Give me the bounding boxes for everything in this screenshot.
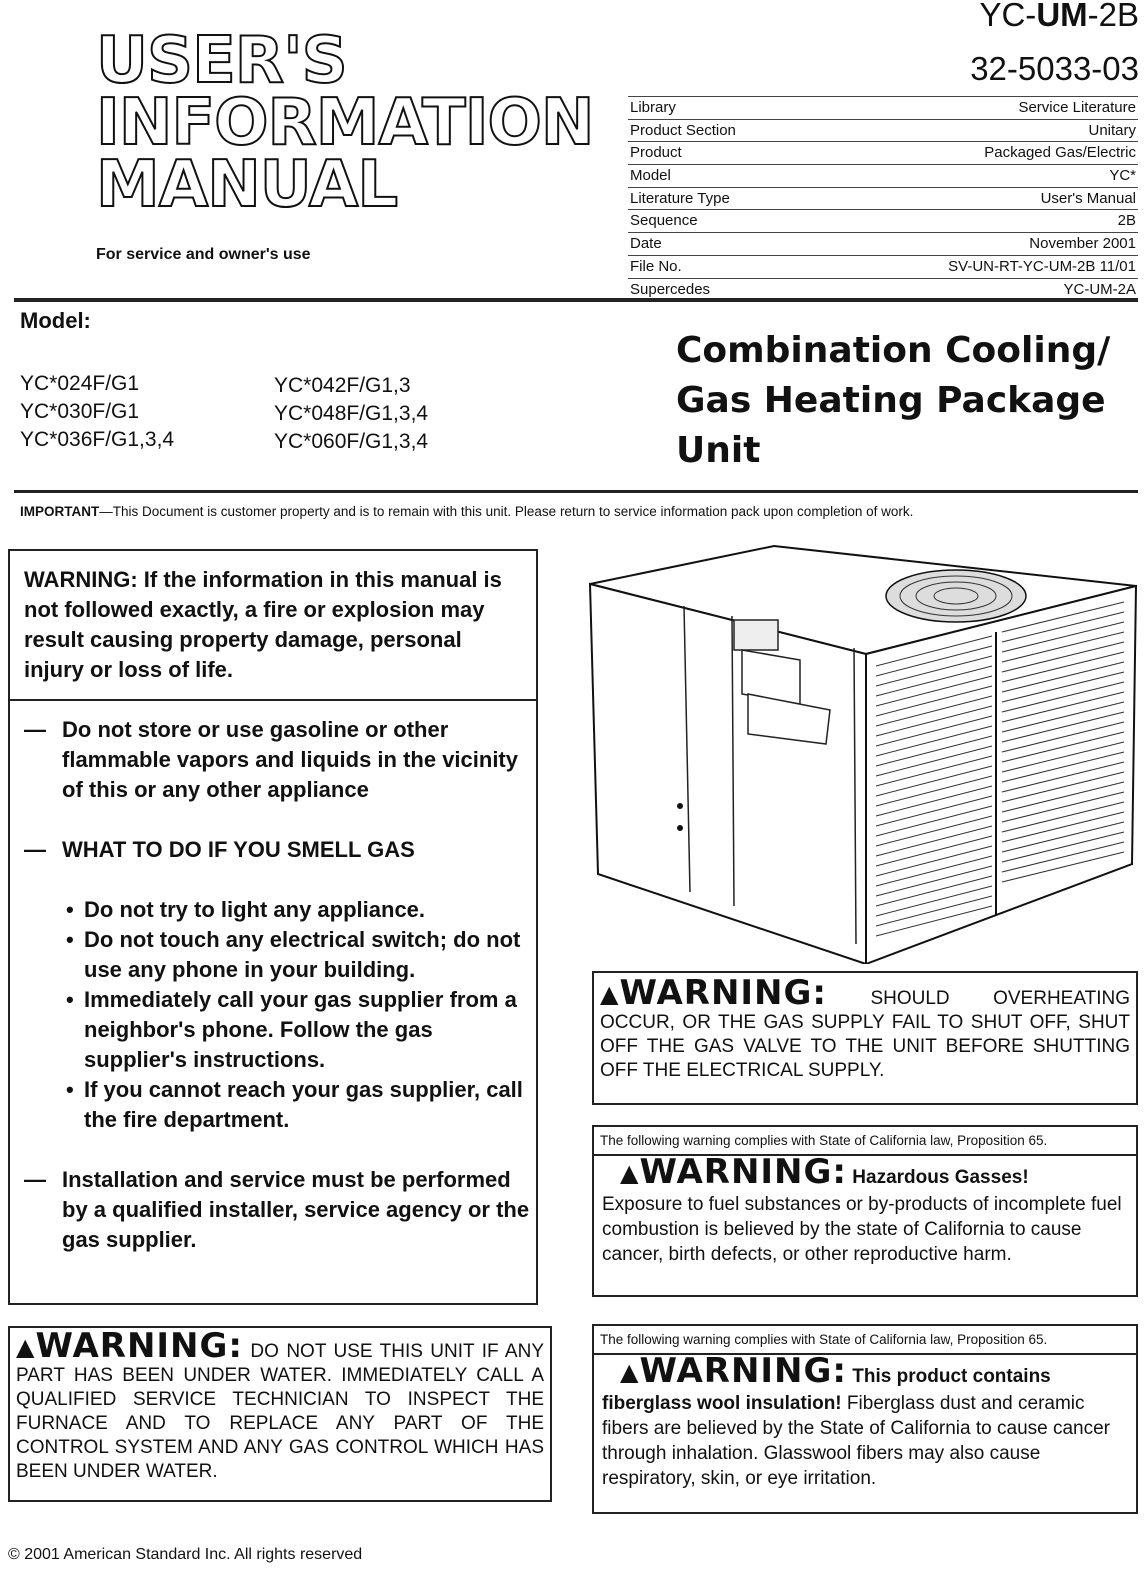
title-line: USER'S	[96, 24, 347, 98]
doc-number: 32-5033-03	[970, 50, 1139, 87]
overheating-warning-box: ▲WARNING: SHOULD OVERHEATING OCCUR, OR THE GAS SUPPLY FAIL TO SHUT OFF, SHUT OFF THE GAS VALVE TO THE UNIT BEFORE SHUTTING OFF THE ELECTRICAL SUPPLY.	[592, 971, 1138, 1105]
list-item: • Do not touch any electrical switch; do not use any phone in your building.	[66, 927, 521, 982]
product-title: Combination Cooling/ Gas Heating Package Unit	[676, 330, 1111, 471]
warning-triangle-icon: ▲	[620, 1159, 640, 1187]
meta-row: Product Section Unitary	[628, 119, 1138, 142]
meta-row: Date November 2001	[628, 232, 1138, 255]
gas-safety-instructions	[24, 715, 530, 1285]
list-item: • Immediately call your gas supplier from a neighbor's phone. Follow the gas supplier's instructions.	[66, 987, 517, 1072]
meta-row: Product Packaged Gas/Electric	[628, 141, 1138, 164]
model-label: Model:	[20, 308, 91, 333]
warning-triangle-icon: ▲	[620, 1358, 640, 1386]
important-note: IMPORTANT—This Document is customer property and is to remain with this unit. Please return to service information pack upon completion of work.	[20, 504, 914, 519]
divider	[14, 490, 1138, 493]
divider	[14, 298, 1138, 302]
title-line: INFORMATION	[96, 86, 594, 160]
meta-row: Literature Type User's Manual	[628, 187, 1138, 210]
model-list: YC*024F/G1 YC*030F/G1 YC*036F/G1,3,4	[20, 372, 175, 451]
literature-meta-table	[628, 96, 1138, 300]
water-damage-warning-box: ▲WARNING: DO NOT USE THIS UNIT IF ANY PART HAS BEEN UNDER WATER. IMMEDIATELY CALL A QUALIFIED SERVICE TECHNICIAN TO INSPECT THE FURNACE AND TO REPLACE ANY PART OF THE CONTROL SYSTEM AND ANY GAS CONTROL WHICH HAS BEEN UNDER WATER.	[8, 1326, 552, 1502]
list-item: • If you cannot reach your gas supplier, call the fire department.	[66, 1077, 523, 1132]
title-line: MANUAL	[96, 148, 398, 222]
package-unit-illustration	[584, 544, 1140, 964]
list-item: — Installation and service must be performed by a qualified installer, service agency or the gas supplier.	[24, 1167, 530, 1252]
list-item: — WHAT TO DO IF YOU SMELL GAS	[24, 837, 415, 862]
copyright: © 2001 American Standard Inc. All rights reserved	[8, 1546, 363, 1563]
warning-triangle-icon: ▲	[600, 980, 620, 1008]
meta-row: Library Service Literature	[628, 96, 1138, 119]
manual-title	[96, 24, 594, 222]
meta-row: Sequence 2B	[628, 209, 1138, 232]
list-item: • Do not try to light any appliance.	[66, 897, 426, 922]
for-service-note: For service and owner's use	[96, 246, 311, 263]
gas-safety-warning-box	[8, 549, 538, 1305]
meta-row: File No. SV-UN-RT-YC-UM-2B 11/01	[628, 255, 1138, 278]
meta-row: Supercedes YC-UM-2A	[628, 278, 1138, 301]
warning-triangle-icon: ▲	[16, 1333, 36, 1361]
prop65-gasses-warning-box: The following warning complies with State of California law, Proposition 65. ▲WARNING: Hazardous Gasses! Exposure to fuel substances or by-products of incomplete fuel combustion is believed by the state of California to cause cancer, birth defects, or other reproductive harm.	[592, 1125, 1138, 1297]
meta-row: Model YC*	[628, 164, 1138, 187]
doc-code: YC-UM-2B	[979, 0, 1139, 33]
prop65-fiberglass-warning-box: The following warning complies with State of California law, Proposition 65. ▲WARNING: This product contains fiberglass wool insulation! Fiberglass dust and ceramic fibers are believed by the State of California to cause cancer through inhalation. Glasswool fibers may also cause respiratory, skin, or eye irritation.	[592, 1324, 1138, 1514]
model-list: YC*042F/G1,3 YC*048F/G1,3,4 YC*060F/G1,3,4	[274, 374, 429, 453]
fire-explosion-warning: WARNING: If the information in this manual is not followed exactly, a fire or explosion may result causing property damage, personal injury or loss of life.	[10, 551, 536, 701]
list-item: — Do not store or use gasoline or other flammable vapors and liquids in the vicinity of this or any other appliance	[24, 717, 518, 802]
